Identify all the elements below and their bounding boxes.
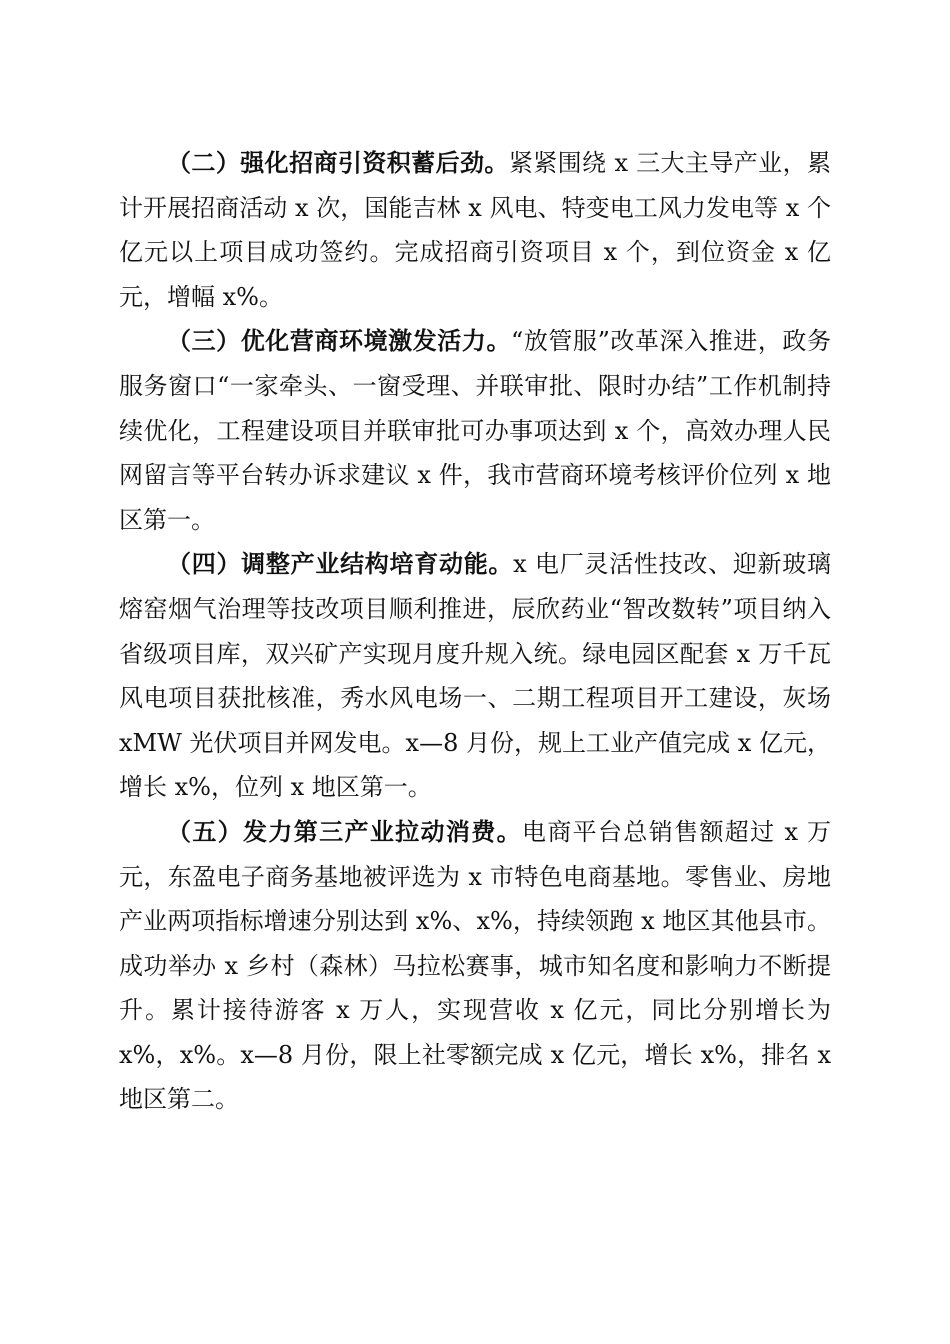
paragraph-text: x 电厂灵活性技改、迎新玻璃熔窑烟气治理等技改项目顺利推进，辰欣药业“智改数转”项目纳入省级项目库，双兴矿产实现月度升规入统。绿电园区配套 x 万千瓦风电项目获批核准，秀水风电场一、二期工程项目开工建设，灰场 xMW 光伏项目并网发电。x—8 月份，规上工业产值完成 x 亿元，增长 x%，位列 x 地区第一。: [119, 550, 831, 802]
paragraph-text: 紧紧围绕 x 三大主导产业，累计开展招商活动 x 次，国能吉林 x 风电、特变电工风力发电等 x 个亿元以上项目成功签约。完成招商引资项目 x 个，到位资金 x 亿元，增幅 x%。: [119, 149, 831, 311]
paragraph-heading: （五）发力第三产业拉动消费。: [167, 817, 522, 846]
paragraph-heading: （二）强化招商引资积蓄后劲。: [167, 149, 509, 177]
paragraph-heading: （三）优化营商环境激发活力。: [167, 327, 512, 356]
paragraph-industrial-structure: [119, 542, 831, 810]
paragraph-heading: （四）调整产业结构培育动能。: [167, 550, 514, 579]
paragraph-investment: [119, 141, 831, 319]
paragraph-tertiary-industry: [119, 810, 831, 1122]
paragraph-text: “放管服”改革深入推进，政务服务窗口“一家牵头、一窗受理、并联审批、限时办结”工作机制持续优化，工程建设项目并联审批可办事项达到 x 个，高效办理人民网留言等平台转办诉求建议 x 件，我市营商环境考核评价位列 x 地区第一。: [119, 327, 831, 534]
paragraph-text: 电商平台总销售额超过 x 万元，东盈电子商务基地被评选为 x 市特色电商基地。零售业、房地产业两项指标增速分别达到 x%、x%，持续领跑 x 地区其他县市。成功举办 x 乡村（森林）马拉松赛事，城市知名度和影响力不断提升。累计接待游客 x 万人，实现营收 x 亿元，同比分别增长为 x%，x%。x—8 月份，限上社零额完成 x 亿元，增长 x%，排名 x 地区第二。: [119, 817, 832, 1114]
document-body: [119, 141, 831, 1122]
paragraph-business-environment: [119, 319, 831, 542]
